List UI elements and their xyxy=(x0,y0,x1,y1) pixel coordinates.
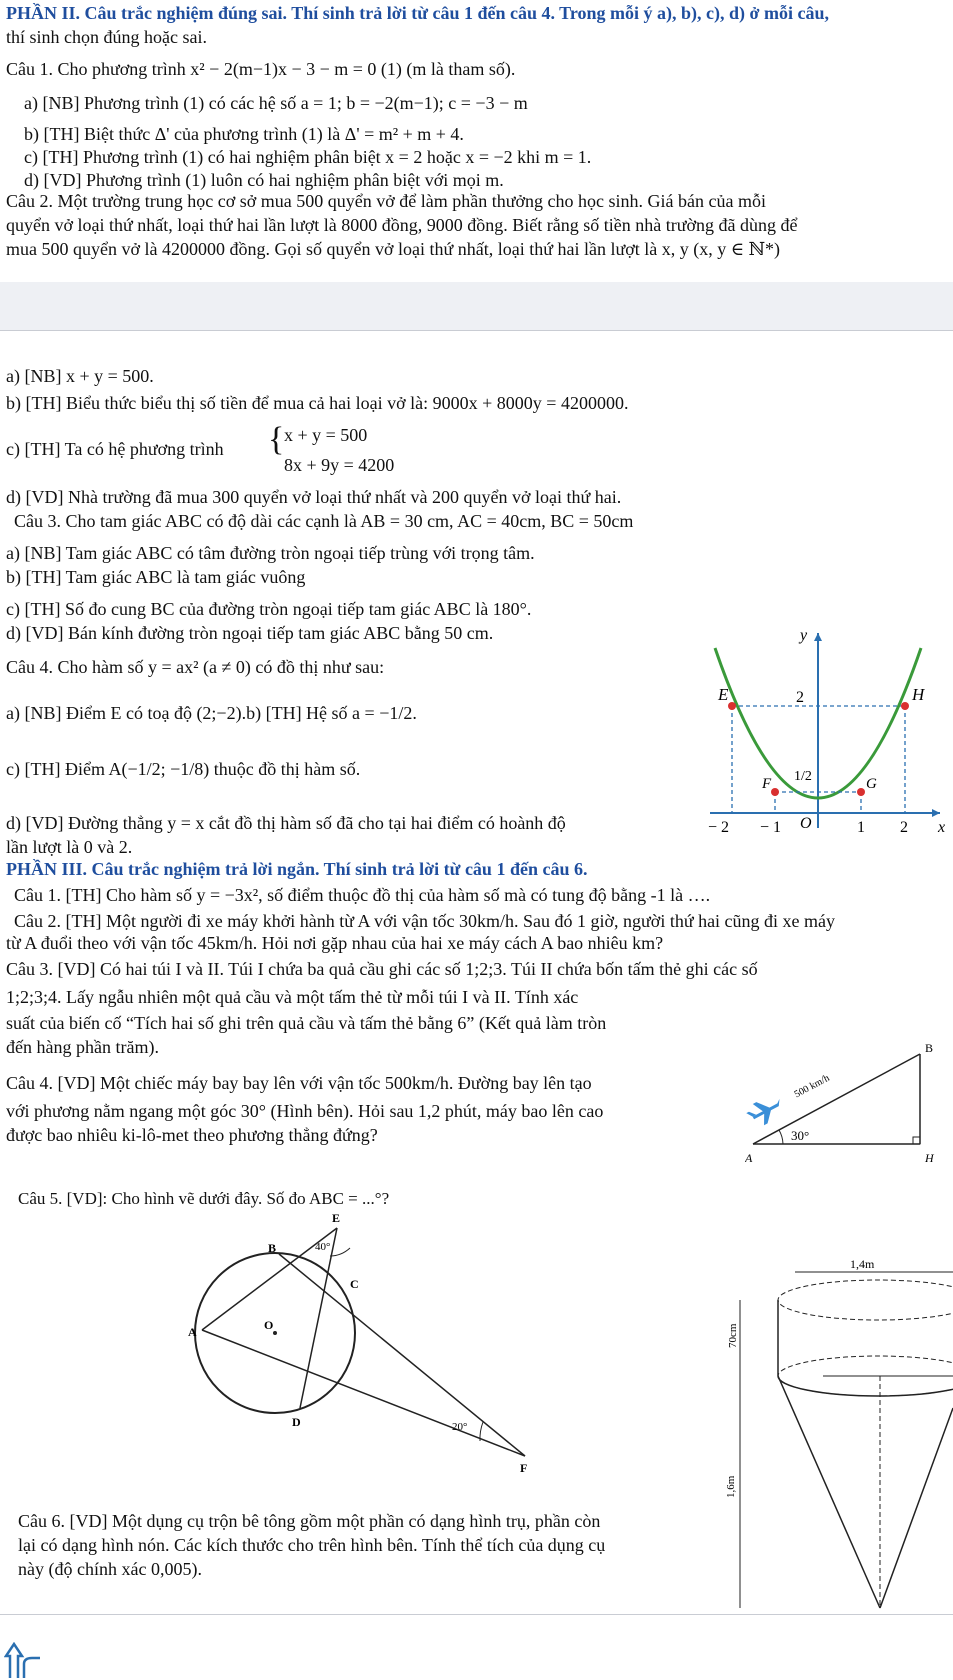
y-axis-arrow xyxy=(814,633,822,641)
p3-q3-l3: suất của biến cố “Tích hai số ghi trên quả cầu và tấm thẻ bằng 6” (Kết quả làm tròn xyxy=(6,1013,607,1033)
label-h: H xyxy=(912,685,925,704)
p3-q1: Câu 1. [TH] Cho hàm số y = −3x², số điểm thuộc đồ thị của hàm số mà có tung độ bằng -1 là …. xyxy=(14,885,711,905)
cone-right xyxy=(880,1408,953,1608)
p2-q2b: b) [TH] Biểu thức biểu thị số tiền để mua cả hai loại vở là: 9000x + 8000y = 4200000. xyxy=(6,393,629,413)
label-f: F xyxy=(762,776,772,792)
cone-left xyxy=(778,1376,880,1608)
tick-xm1: − 1 xyxy=(760,819,782,836)
p2-q1b: b) [TH] Biệt thức Δ' của phương trình (1) là Δ' = m² + m + 4. xyxy=(24,124,464,144)
p2-q2a: a) [NB] x + y = 500. xyxy=(6,366,154,386)
point-e xyxy=(728,702,736,710)
bottom-ellipse-front xyxy=(778,1376,953,1396)
p2-q3b: b) [TH] Tam giác ABC là tam giác vuông xyxy=(6,567,306,587)
label-h: H xyxy=(925,1151,934,1165)
top-ellipse xyxy=(778,1280,953,1320)
p3-q6-l2: lại có dạng hình nón. Các kích thước cho trên hình bên. Tính thể tích của dụng cụ xyxy=(18,1535,606,1555)
tick-y2: 2 xyxy=(796,689,804,706)
label-c: C xyxy=(350,1277,359,1291)
p2-q4c: c) [TH] Điểm A(−1/2; −1/8) thuộc đồ thị hàm số. xyxy=(6,759,361,779)
system-eq2: 8x + 9y = 4200 xyxy=(284,455,395,475)
angle-label: 30° xyxy=(791,1128,810,1143)
part2-title: PHẦN II. Câu trắc nghiệm đúng sai. Thí sinh trả lời từ câu 1 đến câu 4. Trong mỗi ý a), b), c), d) ở mỗi câu, xyxy=(6,3,829,23)
airplane-icon xyxy=(745,1092,787,1130)
p2-q1a: a) [NB] Phương trình (1) có các hệ số a = 1; b = −2(m−1); c = −3 − m xyxy=(24,93,528,113)
p2-q2c: c) [TH] Ta có hệ phương trình xyxy=(6,439,224,459)
p3-q4-l3: được bao nhiêu ki-lô-met theo phương thẳng đứng? xyxy=(6,1125,378,1145)
speed-label: 500 km/h xyxy=(792,1072,832,1101)
right-angle-mark xyxy=(913,1137,920,1144)
p2-q4a: a) [NB] Điểm E có toạ độ (2;−2).b) [TH] Hệ số a = −1/2. xyxy=(6,703,417,723)
point-h xyxy=(901,702,909,710)
label-b: B xyxy=(268,1241,277,1255)
p3-q3-l1: Câu 3. [VD] Có hai túi I và II. Túi I chứa ba quả cầu ghi các số 1;2;3. Túi II chứa bốn tấm thẻ ghi các số xyxy=(6,959,758,979)
p3-q2-l1: Câu 2. [TH] Một người đi xe máy khởi hành từ A với vận tốc 30km/h. Sau đó 1 giờ, người thứ hai cũng đi xe máy xyxy=(14,911,836,931)
p2-q4d-l2: lần lượt là 0 và 2. xyxy=(6,837,133,857)
p3-q6-l3: này (độ chính xác 0,005). xyxy=(18,1559,202,1579)
label-g: G xyxy=(866,776,877,792)
circle-figure xyxy=(180,1208,540,1478)
tick-yhalf: 1/2 xyxy=(794,769,812,784)
h1-label: 70cm xyxy=(727,1323,739,1348)
angle-20-label: 20° xyxy=(452,1421,468,1433)
angle-20-arc xyxy=(480,1422,483,1441)
p2-q4: Câu 4. Cho hàm số y = ax² (a ≠ 0) có đồ thị như sau: xyxy=(6,657,385,677)
line-af xyxy=(202,1330,525,1456)
p2-q2d: d) [VD] Nhà trường đã mua 300 quyển vở loại thứ nhất và 200 quyển vở loại thứ hai. xyxy=(6,487,622,507)
p2-q3c: c) [TH] Số đo cung BC của đường tròn ngoại tiếp tam giác ABC là 180°. xyxy=(6,599,532,619)
label-o: O xyxy=(800,815,812,832)
bottom-separator xyxy=(0,1614,953,1615)
p2-q1d: d) [VD] Phương trình (1) luôn có hai nghiệm phân biệt với mọi m. xyxy=(24,170,504,190)
mixer-figure xyxy=(720,1258,953,1618)
width-label: 1,4m xyxy=(850,1258,875,1271)
h2-label: 1,6m xyxy=(725,1475,737,1498)
label-x: x xyxy=(938,819,946,836)
angle-40-label: 40° xyxy=(315,1241,331,1253)
label-e: E xyxy=(718,685,729,704)
p2-q3a: a) [NB] Tam giác ABC có tâm đường tròn ngoại tiếp trùng với trọng tâm. xyxy=(6,543,535,563)
p2-q1c: c) [TH] Phương trình (1) có hai nghiệm phân biệt x = 2 hoặc x = −2 khi m = 1. xyxy=(24,147,592,167)
label-f: F xyxy=(520,1461,528,1475)
p3-q3-l2: 1;2;3;4. Lấy ngẫu nhiên một quả cầu và một tấm thẻ từ mỗi túi I và II. Tính xác xyxy=(6,987,579,1007)
point-g xyxy=(857,788,865,796)
tick-xm2: − 2 xyxy=(708,819,730,836)
p2-q2-l1: Câu 2. Một trường trung học cơ sở mua 500 quyển vở để làm phần thưởng cho học sinh. Giá bán của mỗi xyxy=(6,191,766,211)
system-brace: { xyxy=(268,421,285,458)
p3-q2-l2: từ A đuổi theo với vận tốc 45km/h. Hỏi nơi gặp nhau của hai xe máy cách A bao nhiêu km? xyxy=(6,933,664,953)
label-e: E xyxy=(332,1211,341,1225)
x-axis-arrow xyxy=(932,809,940,817)
part3-title: PHẦN III. Câu trắc nghiệm trả lời ngắn. Thí sinh trả lời từ câu 1 đến câu 6. xyxy=(6,859,588,879)
p2-q3: Câu 3. Cho tam giác ABC có độ dài các cạnh là AB = 30 cm, AC = 40cm, BC = 50cm xyxy=(14,511,634,531)
p2-q1: Câu 1. Cho phương trình x² − 2(m−1)x − 3 − m = 0 (1) (m là tham số). xyxy=(6,59,516,79)
p3-q3-l4: đến hàng phần trăm). xyxy=(6,1037,159,1057)
p3-q6-l1: Câu 6. [VD] Một dụng cụ trộn bê tông gồm một phần có dạng hình trụ, phần còn xyxy=(18,1511,601,1531)
label-d: D xyxy=(292,1415,301,1429)
angle-arc xyxy=(779,1130,783,1144)
airplane-figure xyxy=(745,1040,950,1166)
p2-q4d-l1: d) [VD] Đường thẳng y = x cắt đồ thị hàm số đã cho tại hai điểm có hoành độ xyxy=(6,813,566,833)
center-dot xyxy=(273,1331,277,1335)
parabola-graph xyxy=(700,628,950,838)
page-separator xyxy=(0,330,953,331)
p3-q4-l1: Câu 4. [VD] Một chiếc máy bay bay lên với vận tốc 500km/h. Đường bay lên tạo xyxy=(6,1073,592,1093)
label-o: O xyxy=(264,1318,274,1332)
label-y: y xyxy=(800,628,808,644)
part2-instruction: thí sinh chọn đúng hoặc sai. xyxy=(6,27,207,47)
system-eq1: x + y = 500 xyxy=(284,425,368,445)
label-b: B xyxy=(925,1041,934,1055)
p3-q4-l2: với phương nằm ngang một góc 30° (Hình bên). Hỏi sau 1,2 phút, máy bao lên cao xyxy=(6,1101,604,1121)
tick-x1: 1 xyxy=(857,819,865,836)
share-icon[interactable] xyxy=(4,1642,44,1678)
tick-x2: 2 xyxy=(900,819,908,836)
line-bf xyxy=(279,1254,525,1456)
flight-path xyxy=(753,1054,920,1144)
point-f xyxy=(771,788,779,796)
p3-q5: Câu 5. [VD]: Cho hình vẽ dưới đây. Số đo ABC = ...°? xyxy=(18,1189,390,1208)
p2-q2-l3: mua 500 quyển vở là 4200000 đồng. Gọi số quyển vở loại thứ nhất, loại thứ hai lần lượt là x, y (x, y ∈ ℕ*) xyxy=(6,239,780,259)
label-a: A xyxy=(745,1151,753,1165)
p2-q2-l2: quyển vở loại thứ nhất, loại thứ hai lần lượt là 8000 đồng, 9000 đồng. Biết rằng số tiền nhà trường đã dùng để xyxy=(6,215,798,235)
page-gap xyxy=(0,282,953,330)
p2-q3d: d) [VD] Bán kính đường tròn ngoại tiếp tam giác ABC bằng 50 cm. xyxy=(6,623,494,643)
label-a: A xyxy=(188,1325,197,1339)
